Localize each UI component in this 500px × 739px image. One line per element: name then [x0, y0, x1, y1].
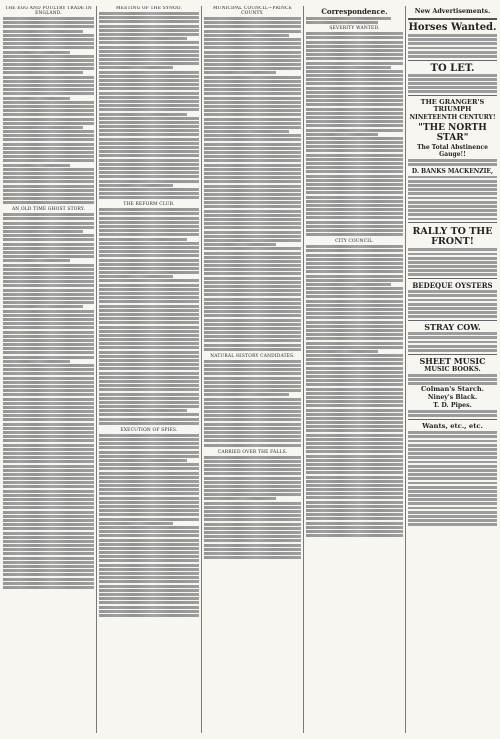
ad-body	[408, 74, 497, 94]
column-heading: MEETING OF THE SYNOD.	[115, 6, 183, 11]
column-rule	[303, 6, 304, 733]
column-heading: MUNICIPAL COUNCIL—PRINCE COUNTY.	[212, 6, 292, 16]
column-rule	[96, 6, 97, 733]
ad-body	[408, 332, 497, 352]
ad-block	[408, 60, 497, 94]
ad-block	[408, 320, 497, 352]
article-body	[204, 360, 301, 447]
ad-block	[408, 354, 497, 418]
article-body	[306, 17, 403, 24]
column-5	[408, 6, 497, 733]
ad-body	[408, 431, 497, 526]
column-2	[99, 6, 199, 733]
article-body	[99, 434, 199, 617]
article-body	[99, 12, 199, 199]
ad-title: RALLY TO THE FRONT!	[412, 226, 493, 248]
ad-line: MUSIC BOOKS.	[424, 364, 481, 373]
ad-title: BEDEQUE OYSTERS	[412, 281, 493, 291]
divider	[408, 18, 497, 20]
ad-block	[408, 419, 497, 526]
section-heading: Correspondence.	[321, 7, 388, 16]
ad-body	[408, 34, 497, 58]
ad-title: Wants, etc., etc.	[422, 422, 483, 431]
ad-title: SHEET MUSIC	[419, 355, 486, 366]
ad-title: Horses Wanted.	[408, 22, 497, 33]
ad-body	[408, 374, 497, 385]
ad-title: THE GRANGER'S TRIUMPH	[420, 98, 485, 114]
article-body	[204, 17, 301, 351]
article-body	[99, 208, 199, 425]
ad-block	[408, 278, 497, 318]
column-4	[306, 6, 403, 733]
article-body	[3, 17, 94, 204]
ad-body	[408, 176, 497, 221]
column-rule	[201, 6, 202, 733]
column-1	[3, 6, 94, 733]
column-heading: SEVERITY WANTED.	[329, 26, 380, 32]
column-heading: CITY COUNCIL.	[335, 239, 374, 245]
ad-line: NINETEENTH CENTURY!	[409, 114, 496, 122]
column-heading: NATURAL HISTORY CANDIDATES.	[210, 353, 295, 359]
article-body	[306, 32, 403, 236]
column-heading: EXECUTION OF SPIES.	[120, 427, 178, 433]
ad-line: T. D. Pipes.	[433, 402, 472, 410]
ad-title: "THE NORTH STAR"	[418, 123, 487, 144]
column-rule	[405, 6, 406, 733]
ad-block	[408, 95, 497, 220]
column-heading: CARRIED OVER THE FALLS.	[217, 449, 288, 455]
ad-line: The Total Abstinence Gauge!!	[417, 144, 488, 159]
section-heading: New Advertisements.	[414, 7, 491, 15]
ad-body	[408, 410, 497, 417]
column-heading: AN OLD TIME GHOST STORY.	[11, 207, 86, 213]
column-heading: THE EGG AND POULTRY TRADE IN ENGLAND.	[5, 6, 92, 16]
ad-body	[408, 159, 497, 166]
ad-body	[408, 290, 497, 318]
ad-line: Colman's Starch.	[421, 385, 484, 394]
column-heading: THE REFORM CLUB.	[123, 202, 175, 208]
column-3	[204, 6, 301, 733]
article-body	[306, 245, 403, 537]
ad-line: Niney's Black.	[427, 394, 478, 402]
article-body	[3, 213, 94, 589]
ad-title: STRAY COW.	[424, 322, 481, 333]
ad-line: D. BANKS MACKENZIE,	[411, 167, 494, 175]
article-body	[204, 456, 301, 560]
ad-block	[408, 222, 497, 276]
ad-body	[408, 248, 497, 276]
ad-title: TO LET.	[430, 62, 475, 74]
